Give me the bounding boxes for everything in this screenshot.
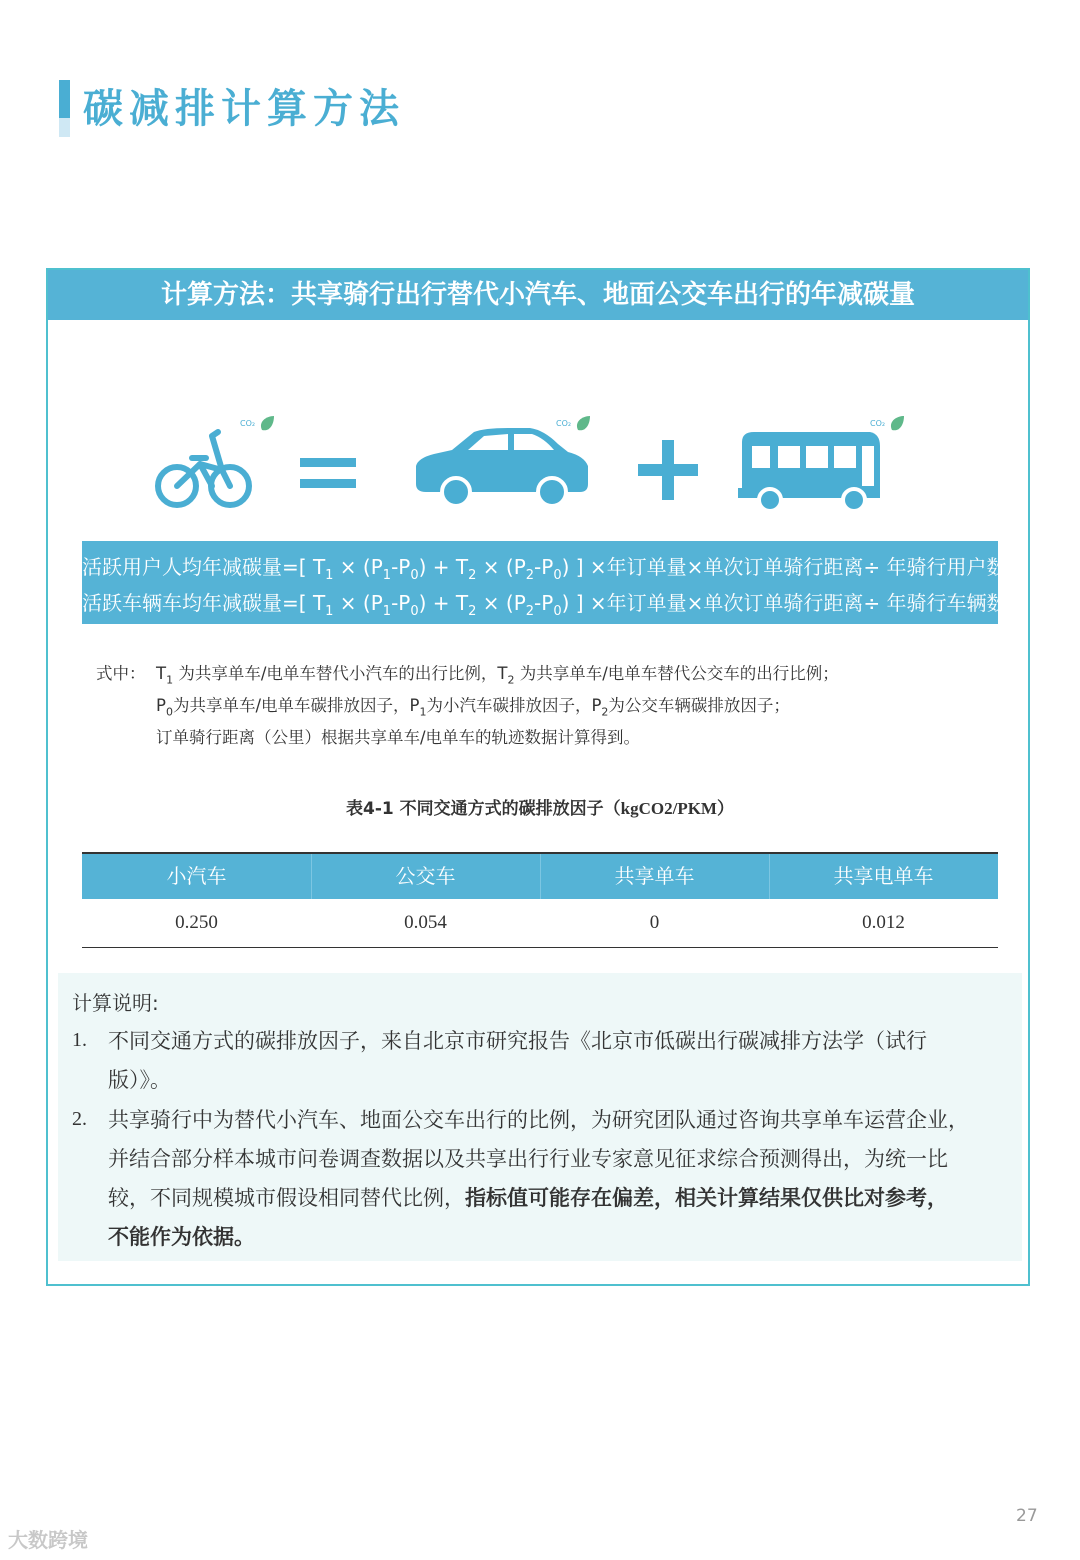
- disclaimer-emphasis: 不能作为依据。: [108, 1225, 255, 1249]
- co2-leaf-icon: [577, 416, 590, 430]
- page-number: 27: [1016, 1506, 1038, 1526]
- explanation-title: 计算说明:: [72, 991, 159, 1015]
- explanation-item-1-line: 不同交通方式的碳排放因子，来自北京市研究报告《北京市低碳出行碳减排方法学（试行: [108, 1029, 927, 1053]
- table-cell: 0.012: [862, 912, 905, 933]
- table-cell: 0.054: [404, 912, 447, 933]
- bicycle-icon: [150, 412, 280, 512]
- explanation-item-2-line: 共享骑行中为替代小汽车、地面公交车出行的比例，为研究团队通过咨询共享单车运营企业，: [108, 1108, 969, 1132]
- panel-header: 计算方法：共享骑行出行替代小汽车、地面公交车出行的年减碳量: [48, 270, 1028, 320]
- table-row: [82, 899, 998, 948]
- explanation-box: [58, 973, 1022, 1261]
- table-cell: 0.250: [175, 912, 218, 933]
- list-number: 2.: [72, 1108, 87, 1130]
- page-title: 碳减排计算方法: [83, 86, 405, 132]
- explanation-item-2-line: 并结合部分样本城市问卷调查数据以及共享出行行业专家意见征求综合预测得出，为统一比: [108, 1147, 948, 1171]
- formula-line-per-vehicle: 活跃车辆车均年减碳量=[ $T_1 \times (P_1-P_0) + T_2 \times (P_2-P_0)$ ] ×年订单量×单次订单骑行距离÷ 年骑行车辆数: [82, 591, 1007, 619]
- co2-leaf-icon: [261, 416, 274, 430]
- table-caption: 表4-1 不同交通方式的碳排放因子（kgCO2/PKM）: [346, 799, 734, 819]
- table-header-cell: 共享电单车: [833, 864, 934, 888]
- note-label: 式中：: [96, 664, 146, 683]
- co2-label: CO₂: [556, 419, 572, 428]
- list-number: 1.: [72, 1029, 87, 1051]
- explanation-item-2-line: 较，不同规模城市假设相同替代比例，指标值可能存在偏差，相关计算结果仅供比对参考，: [108, 1186, 948, 1210]
- note-line-3: 订单骑行距离（公里）根据共享单车/电单车的轨迹数据计算得到。: [156, 728, 641, 747]
- title-accent-bar-light: [59, 118, 70, 137]
- formula-box: [82, 541, 1007, 624]
- table-header-cell: 共享单车: [614, 864, 695, 888]
- disclaimer-emphasis: 指标值可能存在偏差，相关计算结果仅供比对参考，: [465, 1186, 948, 1210]
- co2-label: CO₂: [870, 419, 886, 428]
- note-line-2: $P_0$为共享单车/电单车碳排放因子，$P_1$为小汽车碳排放因子，$P_2$为公交车辆碳排放因子；: [156, 696, 790, 719]
- table-header: [82, 852, 998, 899]
- explanation-item-1-line: 版）》。: [108, 1068, 171, 1092]
- bus-icon: [734, 412, 914, 516]
- note-line-1: $T_1$ 为共享单车/电单车替代小汽车的出行比例，$T_2$ 为共享单车/电单车替代公交车的出行比例；: [156, 664, 839, 687]
- equals-icon: [300, 458, 358, 490]
- plus-icon: [636, 438, 700, 502]
- watermark: 大数跨境: [8, 1528, 88, 1552]
- table-header-cell: 小汽车: [166, 864, 227, 888]
- table-cell: 0: [649, 912, 660, 933]
- co2-label: CO₂: [240, 419, 256, 428]
- co2-leaf-icon: [891, 416, 904, 430]
- table-header-cell: 公交车: [395, 864, 456, 888]
- title-accent-bar: [59, 80, 70, 118]
- formula-line-per-user: 活跃用户人均年减碳量=[ $T_1 \times (P_1-P_0) + T_2 \times (P_2-P_0)$ ] ×年订单量×单次订单骑行距离÷ 年骑行用户数: [82, 555, 1007, 583]
- car-icon: [412, 412, 597, 512]
